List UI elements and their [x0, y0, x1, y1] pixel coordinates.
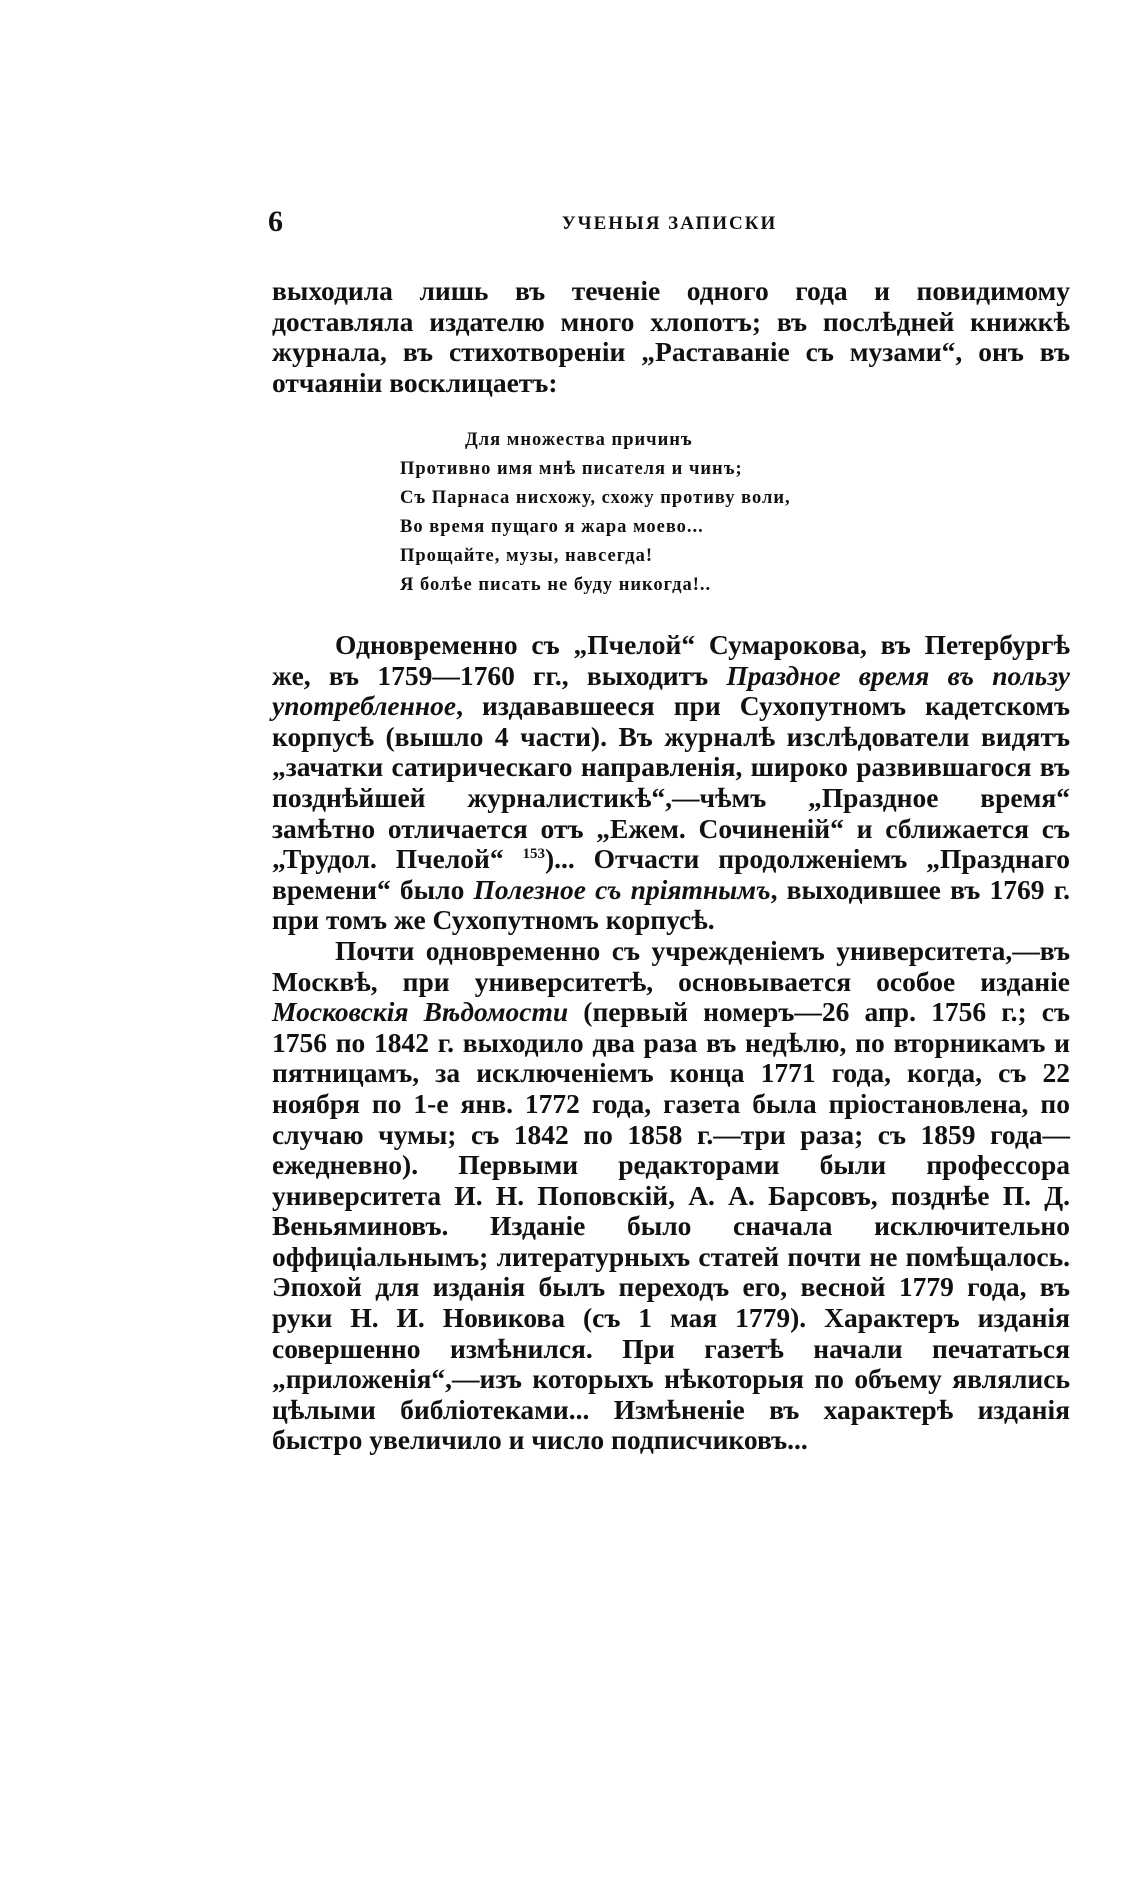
text-run: Одновременно съ „Пчелой“ Сумарокова, въ Петербургѣ же, въ 1759—1760 гг., выходитъ — [272, 629, 1070, 691]
text-run: , выходившее въ 1769 г. при томъ же Сухопутномъ корпусѣ. — [272, 873, 1070, 936]
poem-line: Для множества причинъ — [465, 430, 693, 450]
text-run: , издававшееся при Сухопутномъ кадетскомъ корпусѣ (вышло 4 части). Въ журналѣ изслѣдователи видятъ „зачатки сатирическаго направленія, широко развившагося въ позднѣйшей журналистикѣ“,—чѣмъ „Праздное время“ замѣтно отличается отъ „Ежем. Сочиненій“ и сближается съ „Трудол. Пчелой“ — [272, 690, 1070, 875]
text-run: )... Отчасти продолженіемъ „Празднаго времени“ было — [272, 843, 1071, 905]
running-title: УЧЕНЫЯ ЗАПИСКИ — [561, 213, 778, 234]
text-run: Почти одновременно съ учрежденіемъ университета,—въ Москвѣ, при университетѣ, основывается особое изданіе — [272, 934, 1070, 997]
page-header — [268, 205, 1071, 245]
poem-quote — [400, 426, 791, 600]
journal-title: Полезное съ пріятнымъ — [473, 873, 771, 905]
opening-paragraph — [272, 276, 1070, 398]
poem-line: Во время пущаго я жара моево... — [400, 517, 704, 537]
poem-line: Прощайте, музы, навсегда! — [400, 546, 654, 566]
poem-line: Противно имя мнѣ писателя и чинъ; — [400, 459, 743, 479]
poem-line: Съ Парнаса нисхожу, схожу противу воли, — [400, 488, 791, 508]
main-text — [272, 630, 1070, 1456]
poem-line: Я болѣе писать не буду никогда!.. — [400, 575, 712, 595]
paragraph-moskovskiya-vedomosti — [272, 936, 1070, 1456]
newspaper-title: Московскія Вѣдомости — [272, 996, 569, 1028]
journal-title: Праздное время въ пользу употребленное — [272, 659, 1070, 722]
footnote-ref: 153 — [522, 846, 545, 862]
text-run: (первый номеръ—26 апр. 1756 г.; съ 1756 по 1842 г. выходило два раза въ недѣлю, по вторникамъ и пятницамъ, за исключеніемъ конца 1771 года, когда, съ 22 ноября по 1-е янв. 1772 года, газета была пріостановлена, по случаю чумы; съ 1842 по 1858 г.—три раза; съ 1859 года—ежедневно). Первыми редакторами были профессора университета И. Н. Поповскій, А. А. Барсовъ, позднѣе П. Д. Веньяминовъ. Изданіе было сначала исключительно оффиціальнымъ; литературныхъ статей почти не помѣщалось. Эпохой для изданія былъ переходъ его, весной 1779 года, въ руки Н. И. Новикова (съ 1 мая 1779). Характеръ изданія совершенно измѣнился. При газетѣ начали печататься „приложенія“,—изъ которыхъ нѣкоторыя по объему являлись цѣлыми библіотеками... Измѣненіе въ характерѣ изданія быстро увеличило и число подписчиковъ... — [272, 996, 1070, 1456]
opening-text: выходила лишь въ теченіе одного года и повидимому доставляла издателю много хлопотъ; въ послѣдней книжкѣ журнала, въ стихотвореніи „Раставаніе съ музами“, онъ въ отчаяніи восклицаетъ: — [272, 275, 1070, 398]
page-number: 6 — [268, 205, 283, 238]
paragraph-prazdnoe-vremya — [272, 630, 1070, 936]
